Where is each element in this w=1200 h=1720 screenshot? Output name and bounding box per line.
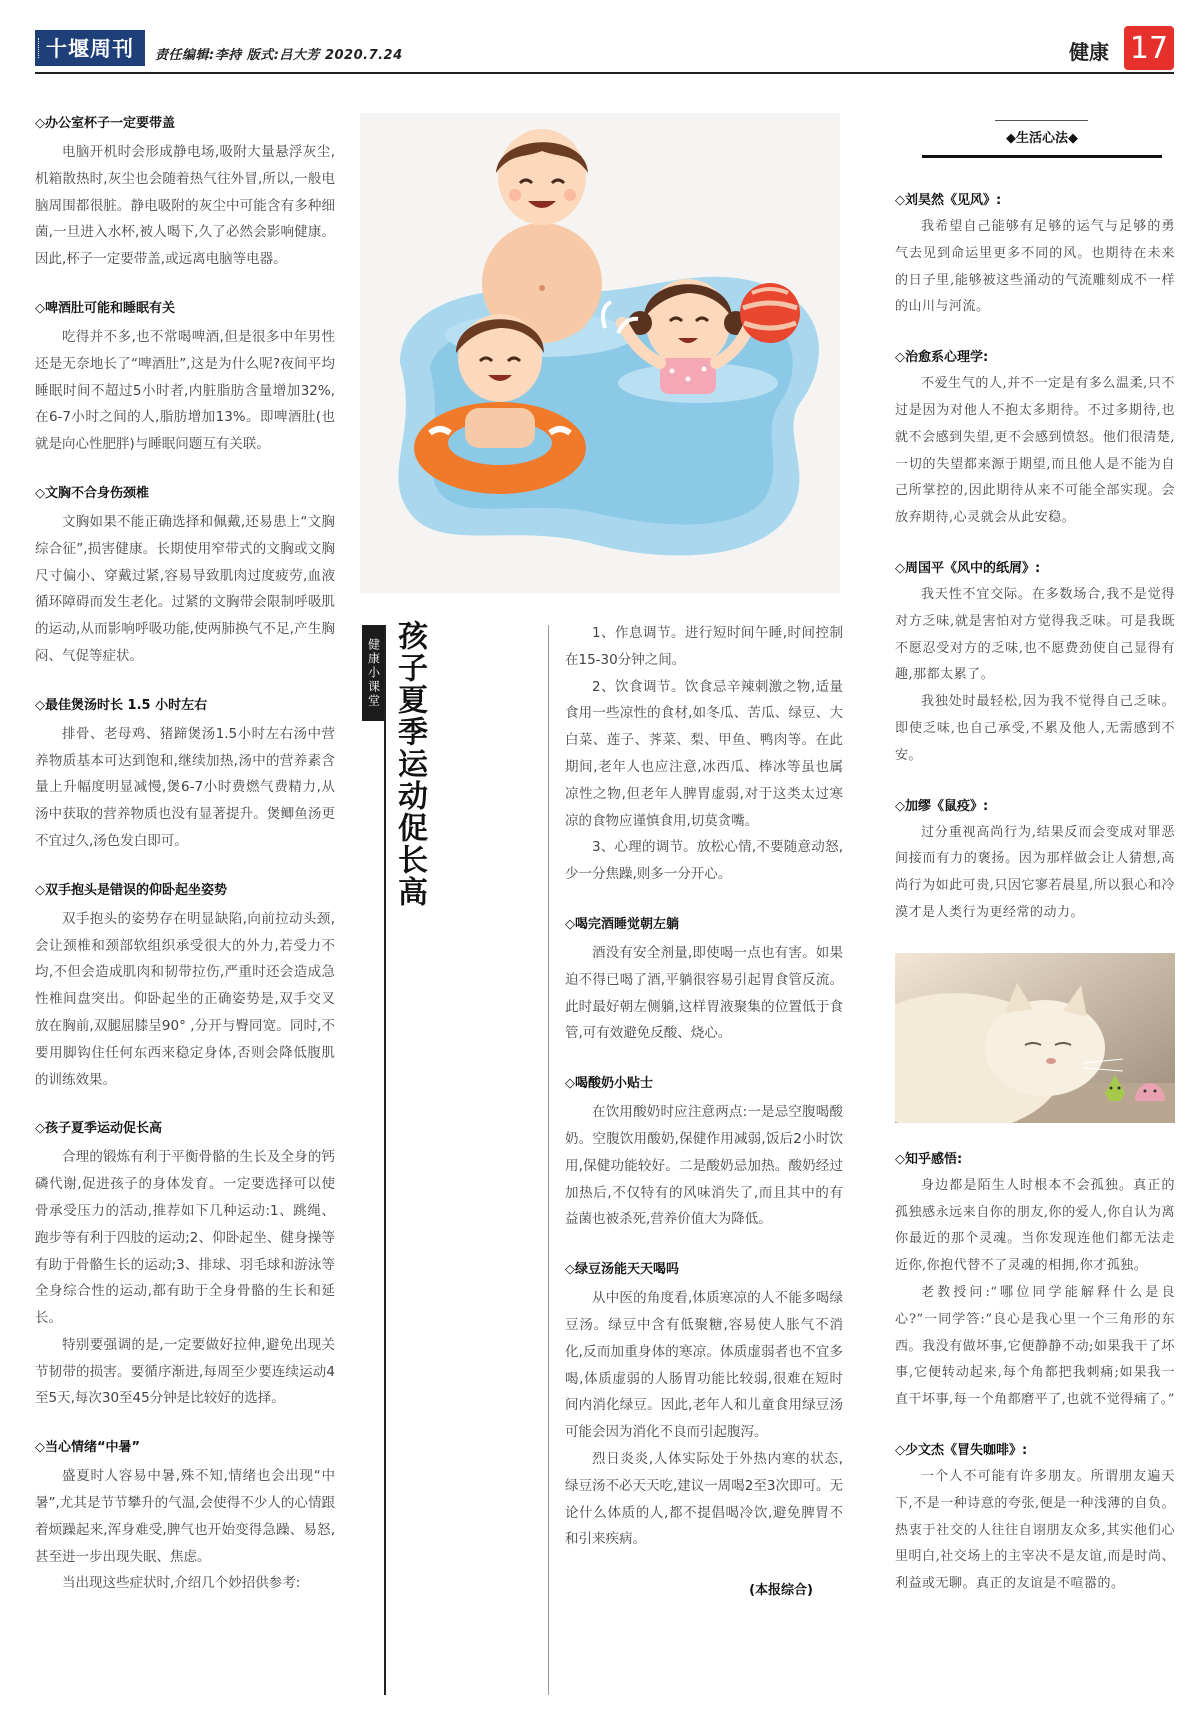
article-title: ◇喝酸奶小贴士	[565, 1076, 653, 1092]
article-body	[895, 820, 1175, 927]
life-mind-heading: ◆生活心法◆	[922, 128, 1162, 158]
article	[565, 1259, 843, 1553]
middle-column	[565, 620, 843, 1598]
paragraph: 双手抱头的姿势存在明显缺陷,向前拉动头颈,会让颈椎和颈部软组织承受很大的外力,若受力不均,不但会造成肌肉和韧带拉伤,严重时还会造成急性椎间盘突出。仰卧起坐的正确姿势是,双手交叉放在胸前,双腿屈膝呈90° ,分开与臀同宽。同时,不要用脚钩住任何东西来稳定身体,否则会降低腹肌的训练效果。	[35, 910, 335, 1088]
article-title: ◇喝完酒睡觉朝左躺	[565, 916, 679, 932]
paragraph: 当出现这些症状时,介绍几个妙招供参考:	[62, 1575, 301, 1592]
paragraph: 身边都是陌生人时根本不会孤独。真正的孤独感永远来自你的朋友,你的爱人,你自认为离你最近的那个灵魂。当你发现连他们都无法走近你,你抱代替不了灵魂的相拥,你才孤独。	[895, 1177, 1175, 1274]
article-body	[565, 1099, 843, 1233]
article-title: ◇啤酒肚可能和睡眠有关	[35, 300, 175, 316]
section-label-health-class: 健康小课堂	[362, 625, 386, 721]
paragraph: 过分重视高尚行为,结果反而会变成对罪恶间接而有力的褒扬。因为那样做会让人猜想,高尚行为如此可贵,只因它寥若晨星,所以狠心和冷漠才是人类行为更经常的动力。	[895, 824, 1175, 920]
newspaper-logo	[35, 30, 145, 66]
article-body	[35, 324, 335, 458]
header-divider	[35, 72, 1174, 74]
article-body	[565, 940, 843, 1047]
paragraph: 在饮用酸奶时应注意两点:一是忌空腹喝酸奶。空腹饮用酸奶,保健作用减弱,饭后2小时饮用,保健功能较好。二是酸奶忌加热。酸奶经过加热后,不仅特有的风味消失了,而且其中的有益菌也被杀死,营养价值大为降低。	[565, 1104, 843, 1228]
feature-vertical-rule	[384, 625, 386, 1695]
paragraph: 电脑开机时会形成静电场,吸附大量悬浮灰尘,机箱散热时,灰尘也会随着热气往外冒,所以,一般电脑周围都很脏。静电吸附的灰尘中可能含有多种细菌,一旦进入水杯,被人喝下,久了必然会影响健康。因此,杯子一定要带盖,或远离电脑等电器。	[35, 144, 335, 268]
paragraph: 合理的锻炼有利于平衡骨骼的生长及全身的钙磷代谢,促进孩子的身体发育。一定要选择可以使骨承受压力的活动,推荐如下几种运动:1、跳绳、跑步等有利于四肢的运动;2、仰卧起坐、健身操等有助于骨骼生长的运动;3、排球、羽毛球和游泳等全身综合性的运动,都有助于全身骨骼的生长和延长。	[35, 1149, 335, 1327]
masthead	[35, 26, 1174, 74]
paragraph: 3、心理的调节。放松心情,不要随意动怒,少一分焦躁,则多一分开心。	[565, 839, 843, 883]
article	[895, 796, 1175, 927]
paragraph: 特别要强调的是,一定要做好拉伸,避免出现关节韧带的损害。要循序渐进,每周至少要连续运动4至5天,每次30至45分钟是比较好的选择。	[35, 1336, 335, 1407]
paragraph: 1、作息调节。进行短时间午睡,时间控制在15-30分钟之间。	[565, 625, 843, 668]
article-title: ◇周国平《风中的纸屑》:	[895, 560, 1041, 576]
paragraph: 排骨、老母鸡、猪蹄煲汤1.5小时左右汤中营养物质基本可达到饱和,继续加热,汤中的营养素含量上升幅度明显减慢,煲6-7小时费燃气费精力,从汤中获取的营养物质也没有显著提升。煲鲫鱼汤更不宜过久,汤色发白即可。	[35, 725, 335, 849]
column-divider	[548, 625, 549, 1695]
right-heading-topline	[995, 120, 1088, 121]
article	[895, 347, 1175, 532]
article-body	[35, 139, 335, 273]
article-title: ◇孩子夏季运动促长高	[35, 1121, 162, 1137]
logo-text: 十堰周刊	[46, 36, 134, 61]
article-body	[565, 1285, 843, 1553]
article	[565, 1073, 843, 1233]
swimming-children-illustration	[360, 113, 840, 593]
article-body	[35, 1463, 335, 1597]
page-number-badge: 17	[1124, 26, 1174, 70]
paragraph: 一个人不可能有许多朋友。所谓朋友遍天下,不是一种诗意的夸张,便是一种浅薄的自负。热衷于社交的人往往自诩朋友众多,其实他们心里明白,社交场上的主宰决不是友谊,而是时尚、利益或无聊。真正的友谊是不喧嚣的。	[895, 1468, 1175, 1592]
article-body	[895, 214, 1175, 321]
section-name: 健康	[1069, 40, 1109, 64]
article	[35, 1437, 335, 1597]
pool-scene-svg	[360, 113, 840, 593]
paragraph: 文胸如果不能正确选择和佩戴,还易患上“文胸综合征”,损害健康。长期使用窄带式的文胸或文胸尺寸偏小、穿戴过紧,容易导致肌肉过度疲劳,血液循环障碍而发生老化。过紧的文胸带会限制呼吸肌的运动,从而影响呼吸功能,使两肺换气不足,产生胸闷、气促等症状。	[35, 513, 335, 664]
article-title: ◇刘昊然《见风》:	[895, 193, 1002, 208]
paragraph: 我独处时最轻松,因为我不觉得自己乏味。即使乏味,也自己承受,不累及他人,无需感到不安。	[895, 694, 1175, 763]
right-column	[895, 190, 1175, 1624]
article-body	[895, 582, 1175, 770]
left-column	[35, 113, 335, 1622]
article-body	[35, 906, 335, 1094]
article-body	[35, 509, 335, 670]
article	[35, 483, 335, 670]
article	[565, 620, 843, 888]
article	[35, 695, 335, 855]
byline: (本报综合)	[749, 1583, 813, 1599]
article-title: ◇双手抱头是错误的仰卧起坐姿势	[35, 882, 227, 898]
article	[895, 558, 1175, 770]
article	[35, 113, 335, 273]
article-body	[895, 371, 1175, 532]
paragraph: 从中医的角度看,体质寒凉的人不能多喝绿豆汤。绿豆中含有低聚糖,容易使人胀气不消化,反而加重身体的寒凉。体质虚弱者也不宜多喝,体质虚弱的人肠胃功能比较弱,很难在短时间内消化绿豆。因此,老年人和儿童食用绿豆汤可能会因为消化不良而引起腹泻。	[565, 1290, 843, 1441]
article-body	[895, 1464, 1175, 1598]
article-title: ◇加缪《鼠疫》:	[895, 798, 989, 814]
paragraph: 吃得并不多,也不常喝啤酒,但是很多中年男性还是无奈地长了“啤酒肚”,这是为什么呢?夜间平均睡眠时间不超过5小时者,内脏脂肪含量增加32%,在6-7小时之间的人,脂肪增加13%。即啤酒肚(也就是向心性肥胖)与睡眠问题互有关联。	[35, 328, 335, 453]
article-body	[565, 620, 843, 888]
article-title: ◇最佳煲汤时长 1.5 小时左右	[35, 697, 208, 713]
article-title: ◇办公室杯子一定要带盖	[35, 116, 175, 131]
article-title: ◇知乎感悟:	[895, 1151, 963, 1167]
article	[895, 1440, 1175, 1598]
paragraph: 老教授问:“哪位同学能解释什么是良心?”一同学答:“良心是我心里一个三角形的东西。我没有做坏事,它便静静不动;如果我干了坏事,它便转动起来,每个角都把我刺痛;如果我一直干坏事,每一个角都磨平了,也就不觉得痛了。”	[895, 1284, 1175, 1408]
paragraph: 不爱生气的人,并不一定是有多么温柔,只不过是因为对他人不抱太多期待。不过多期待,也就不会感到失望,更不会感到愤怒。他们很清楚,一切的失望都来源于期望,而且他人是不能为自己所掌控的,因此期待从来不可能全部实现。会放弃期待,心灵就会从此安稳。	[895, 376, 1175, 526]
paragraph: 烈日炎炎,人体实际处于外热内寒的状态,绿豆汤不必天天吃,建议一周喝2至3次即可。无论什么体质的人,都不提倡喝冷饮,避免脾胃不和引来疾病。	[565, 1450, 843, 1548]
logo-decoration	[38, 38, 42, 58]
paragraph: 2、饮食调节。饮食忌辛辣刺激之物,适量食用一些凉性的食材,如冬瓜、苦瓜、绿豆、大白菜、莲子、荠菜、梨、甲鱼、鸭肉等。在此期间,老年人也应注意,冰西瓜、棒冰等虽也属凉性之物,但老年人脾胃虚弱,对于这类太过寒凉的食物应谨慎食用,切莫贪嘴。	[565, 678, 843, 829]
article	[895, 190, 1175, 321]
cat-photo-svg	[895, 953, 1175, 1123]
article	[35, 298, 335, 458]
article	[565, 914, 843, 1047]
paragraph: 我天性不宜交际。在多数场合,我不是觉得对方乏味,就是害怕对方觉得我乏味。可是我既不愿忍受对方的乏味,也不愿费劲使自己显得有趣,那都太累了。	[895, 586, 1175, 683]
article-body	[35, 1144, 335, 1412]
article	[35, 880, 335, 1094]
paragraph: 盛夏时人容易中暑,殊不知,情绪也会出现“中暑”,尤其是节节攀升的气温,会使得不少人的心情跟着烦躁起来,浑身难受,脾气也开始变得急躁、易怒,甚至进一步出现失眠、焦虑。	[35, 1468, 335, 1565]
article-title: ◇治愈系心理学:	[895, 350, 989, 366]
article-title: ◇文胸不合身伤颈椎	[35, 485, 149, 501]
article-body	[35, 721, 335, 855]
feature-title: 孩子夏季运动促长高	[392, 620, 427, 908]
editor-info: 责任编辑:李持 版式:吕大芳 2020.7.24	[155, 48, 403, 63]
paragraph: 酒没有安全剂量,即使喝一点也有害。如果迫不得已喝了酒,平躺很容易引起胃食管反流。此时最好朝左侧躺,这样胃液聚集的位置低于食管,可有效避免反酸、烧心。	[565, 944, 843, 1042]
article-title: ◇少文杰《冒失咖啡》:	[895, 1442, 1028, 1458]
article-title: ◇绿豆汤能天天喝吗	[565, 1262, 679, 1278]
article	[35, 1118, 335, 1412]
article	[895, 1149, 1175, 1414]
cat-photo	[895, 953, 1175, 1123]
paragraph: 我希望自己能够有足够的运气与足够的勇气去见到命运里更多不同的风。也期待在未来的日子里,能够被这些涌动的气流雕刻成不一样的山川与河流。	[895, 219, 1175, 315]
article-title: ◇当心情绪“中暑”	[35, 1440, 141, 1456]
article-body	[895, 1173, 1175, 1414]
